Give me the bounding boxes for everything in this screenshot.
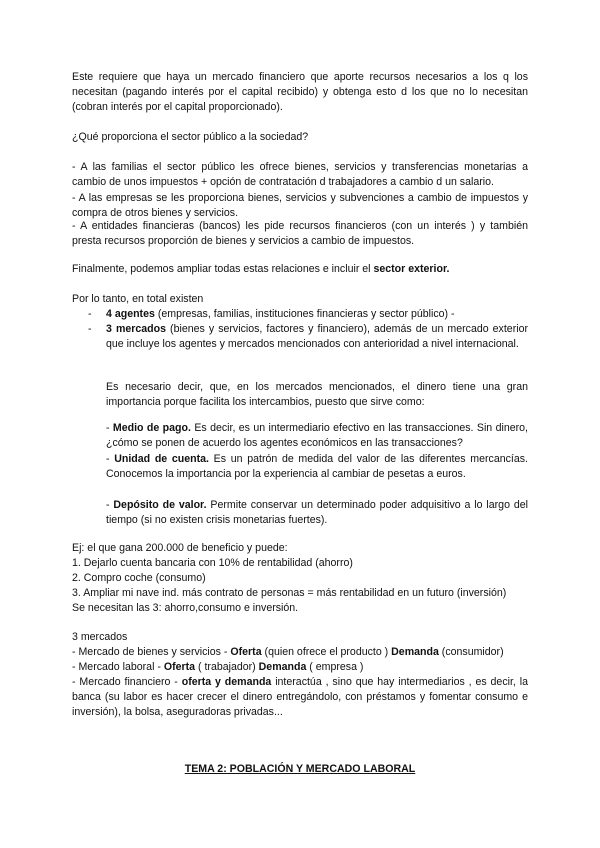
example-line: 3. Ampliar mi nave ind. más contrato de personas = más rentabilidad en un futuro (inversión)	[72, 587, 507, 599]
public-sector-companies: - A las empresas se les proporciona bienes, servicios y subvenciones a cambio de impuestos y compra de otros bienes y servicios.	[72, 192, 528, 220]
bullet-marker: -	[88, 308, 92, 320]
final-paragraph: Finalmente, podemos ampliar todas estas relaciones e incluir el sector exterior.	[72, 263, 450, 275]
example-line: 2. Compro coche (consumo)	[72, 572, 206, 584]
market-financial: - Mercado financiero - oferta y demanda interactúa , sino que hay intermediarios , es decir, la banca (su labor es hacer crecer el dinero entregándolo, con préstamos y fomentar consumo e inversión), la bolsa, aseguradoras privadas...	[72, 676, 528, 719]
market-labor: - Mercado laboral - Oferta ( trabajador) Demanda ( empresa )	[72, 661, 364, 673]
example-intro: Ej: el que gana 200.000 de beneficio y puede:	[72, 542, 288, 554]
example-line: 1. Dejarlo cuenta bancaria con 10% de rentabilidad (ahorro)	[72, 557, 353, 569]
intro-paragraph: Este requiere que haya un mercado financiero que aporte recursos necesarios a los q los necesitan (pagando interés por el capital recibido) y obtenga esto d los que no lo necesitan (cobran interés por el capital proporcionado).	[72, 71, 528, 114]
money-intro: Es necesario decir, que, en los mercados mencionados, el dinero tiene una gran importancia porque facilita los intercambios, puesto que sirve como:	[106, 381, 528, 409]
question-line: ¿Qué proporciona el sector público a la sociedad?	[72, 131, 309, 143]
bullet-agents: 4 agentes (empresas, familias, instituciones financieras y sector público) -	[106, 308, 455, 320]
public-sector-families: - A las familias el sector público les ofrece bienes, servicios y transferencias monetarias a cambio de unos impuestos + opción de contratación d trabajadores a cambio d un salario.	[72, 161, 528, 189]
bullet-markets: 3 mercados (bienes y servicios, factores y financiero), además de un mercado exterior que incluye los agentes y mercados mencionados con anterioridad a nivel internacional.	[106, 323, 528, 351]
public-sector-banks: - A entidades financieras (bancos) les pide recursos financieros (con un interés ) y también presta recursos proporción de bienes y servicios a cambio de impuestos.	[72, 220, 528, 248]
section-heading: TEMA 2: POBLACIÓN Y MERCADO LABORAL	[184, 763, 416, 775]
bullet-marker: -	[88, 323, 92, 335]
total-intro: Por lo tanto, en total existen	[72, 293, 204, 305]
markets-title: 3 mercados	[72, 631, 128, 643]
example-line: Se necesitan las 3: ahorro,consumo e inversión.	[72, 602, 299, 614]
money-function-payment: - Medio de pago. Es decir, es un intermediario efectivo en las transacciones. Sin dinero, ¿cómo se ponen de acuerdo los agentes económicos en las transacciones?	[106, 422, 528, 450]
market-goods: - Mercado de bienes y servicios - Oferta (quien ofrece el producto ) Demanda (consumidor)	[72, 646, 504, 658]
money-function-unit: - Unidad de cuenta. Es un patrón de medida del valor de las diferentes mercancías. Conocemos la importancia por la experiencia al cambiar de pesetas a euros.	[106, 453, 528, 481]
money-function-store: - Depósito de valor. Permite conservar un determinado poder adquisitivo a lo largo del tiempo (si no existen crisis monetarias fuertes).	[106, 499, 528, 527]
